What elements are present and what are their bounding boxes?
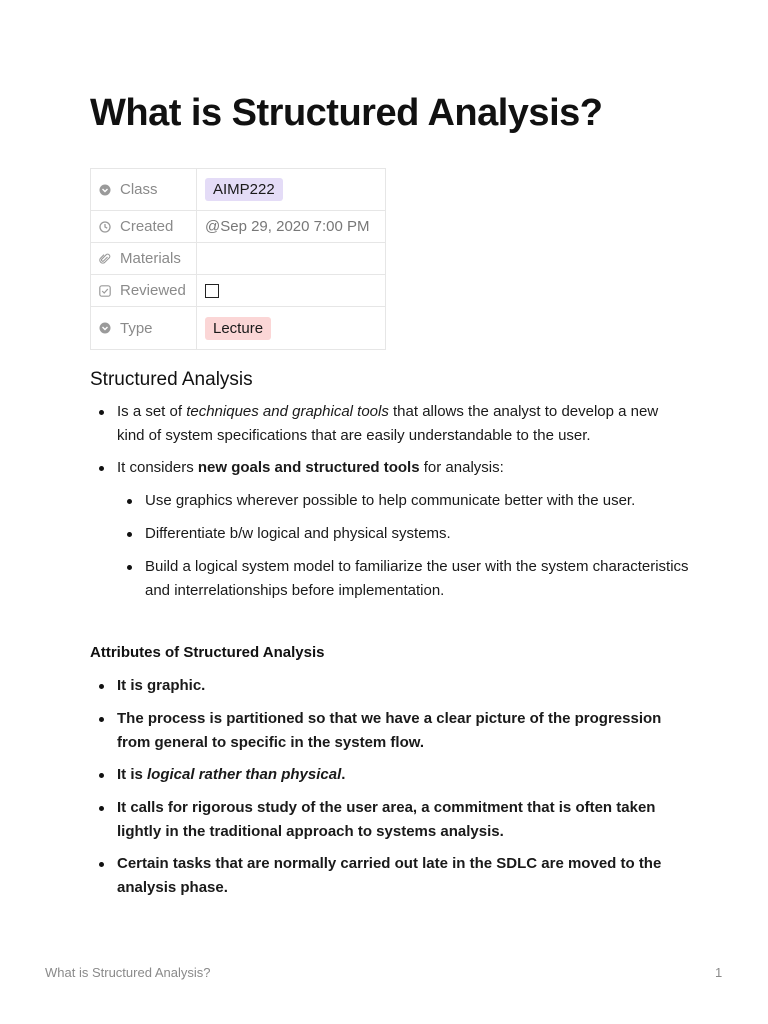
list-item: It is logical rather than physical. <box>117 763 687 787</box>
property-row-created <box>91 211 386 243</box>
list-item: Build a logical system model to familiarize the user with the system characteristics and interrelationships before implementation. <box>145 555 690 603</box>
select-icon <box>99 184 111 196</box>
checkbox-icon <box>99 285 111 297</box>
list-item: Use graphics wherever possible to help communicate better with the user. <box>145 489 690 513</box>
property-label-type: Type <box>120 319 153 337</box>
bullet-icon <box>99 773 104 778</box>
section-heading-attributes: Attributes of Structured Analysis <box>90 644 325 661</box>
type-tag[interactable]: Lecture <box>205 317 271 340</box>
property-row-reviewed <box>91 275 386 307</box>
structured-analysis-list <box>117 400 687 480</box>
list-item: It considers new goals and structured tools for analysis: <box>117 456 687 480</box>
page-title: What is Structured Analysis? <box>90 92 603 134</box>
property-row-class <box>91 169 386 211</box>
bullet-icon <box>99 466 104 471</box>
page-number: 1 <box>715 965 723 980</box>
list-item: It calls for rigorous study of the user area, a commitment that is often taken lightly in the traditional approach to systems analysis. <box>117 796 687 844</box>
bullet-icon <box>127 499 132 504</box>
reviewed-checkbox[interactable] <box>205 284 219 298</box>
property-label-created: Created <box>120 218 174 235</box>
property-label-materials: Materials <box>120 250 181 267</box>
bullet-icon <box>99 410 104 415</box>
clock-icon <box>99 221 111 233</box>
bullet-icon <box>99 684 104 689</box>
attributes-list <box>117 674 687 900</box>
property-row-materials <box>91 243 386 275</box>
paperclip-icon <box>99 253 111 265</box>
footer-title: What is Structured Analysis? <box>45 965 211 980</box>
list-item: The process is partitioned so that we have a clear picture of the progression from general to specific in the system flow. <box>117 707 687 755</box>
select-icon <box>99 322 111 334</box>
class-tag[interactable]: AIMP222 <box>205 178 283 201</box>
bullet-icon <box>99 862 104 867</box>
bullet-icon <box>127 565 132 570</box>
property-label-class: Class <box>120 181 158 198</box>
bullet-icon <box>99 717 104 722</box>
property-row-type <box>91 307 386 350</box>
property-label-reviewed: Reviewed <box>120 282 186 299</box>
list-item: Is a set of techniques and graphical tools that allows the analyst to develop a new kind of system specifications that are easily understandable to the user. <box>117 400 687 448</box>
list-item: Differentiate b/w logical and physical systems. <box>145 522 690 546</box>
structured-analysis-sublist <box>145 489 690 603</box>
bullet-icon <box>127 532 132 537</box>
list-item: Certain tasks that are normally carried out late in the SDLC are moved to the analysis phase. <box>117 852 687 900</box>
list-item: It is graphic. <box>117 674 687 698</box>
section-heading-structured-analysis: Structured Analysis <box>90 369 253 390</box>
bullet-icon <box>99 806 104 811</box>
properties-table <box>90 168 386 350</box>
materials-value[interactable] <box>197 243 386 275</box>
created-value: @Sep 29, 2020 7:00 PM <box>197 211 386 243</box>
